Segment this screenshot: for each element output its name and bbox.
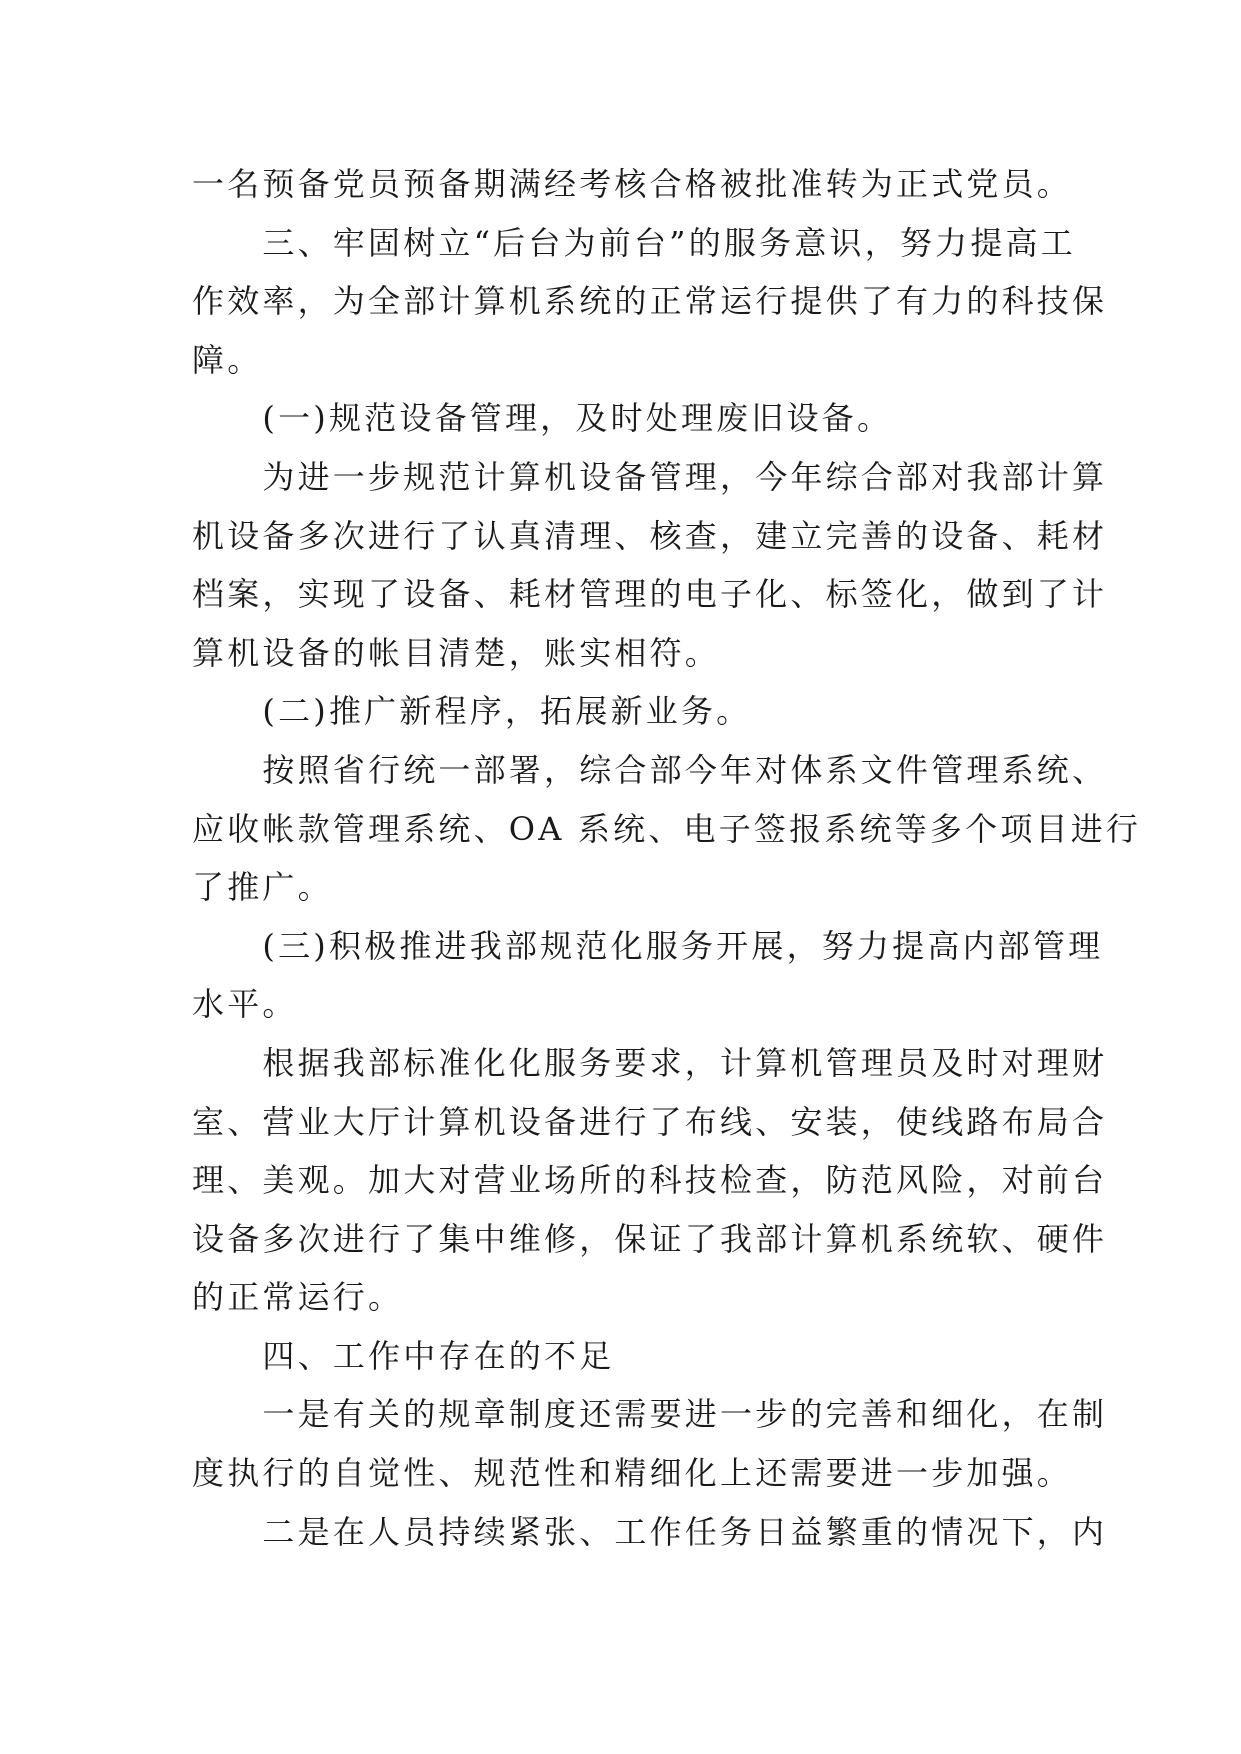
document-body — [192, 155, 1142, 1561]
text-line: 一是有关的规章制度还需要进一步的完善和细化，在制 — [192, 1395, 1108, 1434]
text-line: 机设备多次进行了认真清理、核查，建立完善的设备、耗材 — [192, 516, 1108, 555]
text-line: (一)规范设备管理，及时处理废旧设备。 — [192, 399, 893, 438]
text-line: 三、牢固树立“后台为前台”的服务意识，努力提高工 — [192, 223, 1076, 262]
text-line: 了推广。 — [192, 868, 333, 907]
text-line: 的正常运行。 — [192, 1278, 404, 1317]
text-line: 按照省行统一部署，综合部今年对体系文件管理系统、 — [192, 750, 1108, 789]
text-line: 理、美观。加大对营业场所的科技检查，防范风险，对前台 — [192, 1161, 1108, 1200]
text-line: 一名预备党员预备期满经考核合格被批准转为正式党员。 — [192, 165, 1073, 203]
text-line: 水平。 — [192, 985, 298, 1024]
text-line: (三)积极推进我部规范化服务开展，努力提高内部管理 — [192, 926, 1104, 965]
text-line: 作效率，为全部计算机系统的正常运行提供了有力的科技保 — [192, 282, 1108, 321]
text-line: 障。 — [192, 340, 263, 379]
text-line: 根据我部标准化化服务要求，计算机管理员及时对理财 — [192, 1043, 1108, 1082]
text-line: 档案，实现了设备、耗材管理的电子化、标签化，做到了计 — [192, 575, 1108, 614]
text-line: 度执行的自觉性、规范性和精细化上还需要进一步加强。 — [192, 1454, 1073, 1493]
text-line: (二)推广新程序，拓展新业务。 — [192, 692, 752, 731]
text-line: 为进一步规范计算机设备管理，今年综合部对我部计算 — [192, 457, 1108, 496]
text-line: 二是在人员持续紧张、工作任务日益繁重的情况下，内 — [192, 1512, 1108, 1551]
text-line: 四、工作中存在的不足 — [192, 1336, 615, 1375]
text-line: 室、营业大厅计算机设备进行了布线、安装，使线路布局合 — [192, 1102, 1108, 1141]
text-line: 设备多次进行了集中维修，保证了我部计算机系统软、硬件 — [192, 1219, 1108, 1258]
text-line: 算机设备的帐目清楚，账实相符。 — [192, 633, 721, 672]
text-line: 应收帐款管理系统、OA 系统、电子签报系统等多个项目进行 — [192, 809, 1142, 848]
